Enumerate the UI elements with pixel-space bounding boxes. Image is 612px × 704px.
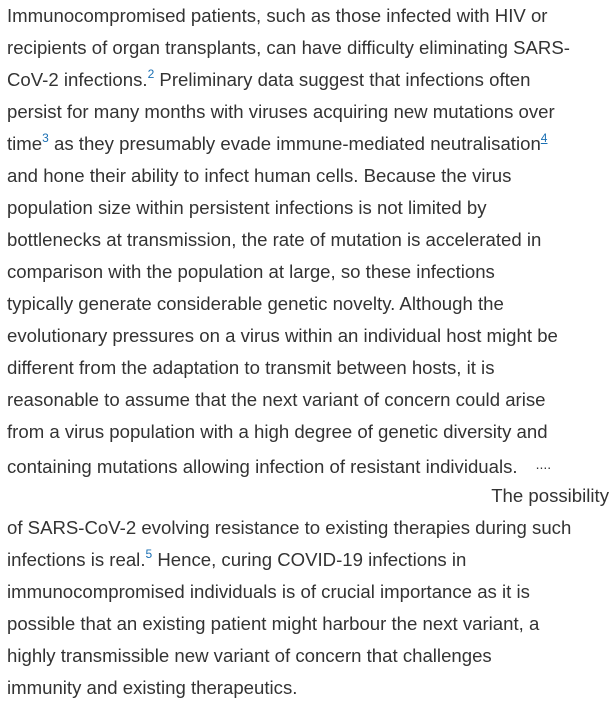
text-line: possible that an existing patient might harbour the next variant, a [7,613,540,634]
reference-link-4[interactable]: 4 [540,131,548,145]
text-segment: Preliminary data suggest that infections often [154,69,531,90]
text-line: The possibility [491,485,609,506]
reference-link-3[interactable]: 3 [42,131,49,145]
omission-ellipsis: .... [535,456,552,472]
text-line: immunocompromised individuals is of crucial importance as it is [7,581,530,602]
text-segment: containing mutations allowing infection of resistant individuals. [7,456,518,477]
text-line: and hone their ability to infect human cells. Because the virus [7,165,512,186]
text-line: highly transmissible new variant of concern that challenges [7,645,492,666]
text-line: immunity and existing therapeutics. [7,677,298,698]
text-line: different from the adaptation to transmit between hosts, it is [7,357,495,378]
article-text [7,0,609,704]
reference-link-2[interactable]: 2 [147,67,155,81]
text-line [7,448,609,480]
text-line: typically generate considerable genetic novelty. Although the [7,293,504,314]
text-line: recipients of organ transplants, can have difficulty eliminating SARS- [7,37,570,58]
text-line: bottlenecks at transmission, the rate of mutation is accelerated in [7,229,542,250]
reference-link-5[interactable]: 5 [145,547,153,561]
text-line: comparison with the population at large, so these infections [7,261,495,282]
text-line: Immunocompromised patients, such as those infected with HIV or [7,5,548,26]
text-line [7,544,609,576]
text-line: from a virus population with a high degree of genetic diversity and [7,421,548,442]
text-segment: time [7,133,43,154]
text-line: population size within persistent infections is not limited by [7,197,487,218]
text-segment: CoV-2 infections. [7,69,148,90]
text-line: evolutionary pressures on a virus within an individual host might be [7,325,558,346]
text-line: reasonable to assume that the next variant of concern could arise [7,389,546,410]
text-segment: as they presumably evade immune-mediated neutralisation [48,133,541,154]
text-segment: Hence, curing COVID-19 infections in [152,549,467,570]
text-line: of SARS-CoV-2 evolving resistance to existing therapies during such [7,517,572,538]
text-line [7,128,609,160]
text-segment: infections is real. [7,549,146,570]
text-line [7,64,609,96]
text-line: persist for many months with viruses acquiring new mutations over [7,101,555,122]
